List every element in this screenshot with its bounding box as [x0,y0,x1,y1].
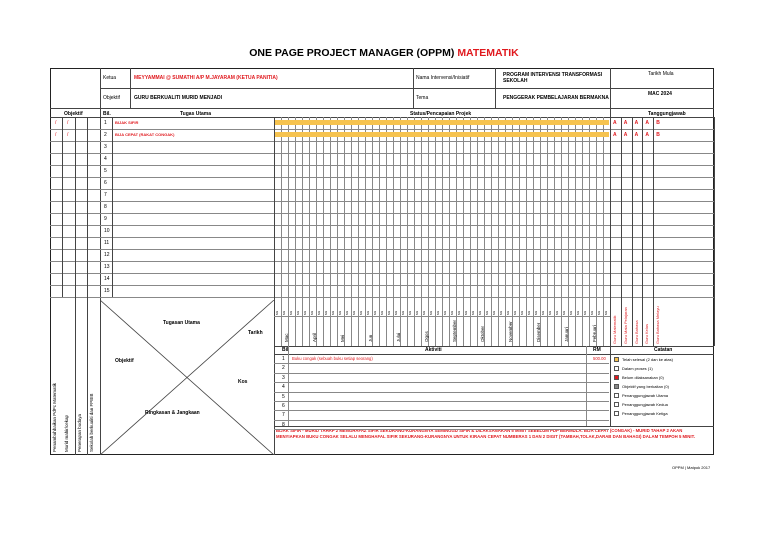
task-number: 13 [104,264,110,270]
week-label: M3 [303,310,307,315]
task-progress-bar [275,120,609,125]
week-label: M3 [471,310,475,315]
week-row-line [274,316,610,317]
week-label: M3 [324,310,328,315]
task-number: 6 [104,180,107,186]
task-number: 14 [104,276,110,282]
month-label: April [312,332,317,342]
month-label: September [452,319,457,342]
aktiviti-number: 7 [282,412,285,419]
col-objektif: Objektif [64,111,83,117]
responsible-label: Guru Bahasa [633,320,639,344]
footer-text: OPPM | Matpok 2017 [672,465,711,470]
responsible-mark: A [613,132,617,138]
responsible-mark: A [623,132,628,138]
month-label: Ogos [424,331,429,342]
month-label: Julai [396,332,401,342]
task-number: 15 [104,288,110,294]
aktiviti-number: 1 [282,356,285,362]
row-line [50,249,714,250]
row-line [50,153,714,154]
month-label: Disember [536,322,541,342]
side-label: Penambahbaikan PdPc Matematik [52,382,57,452]
intervensi-label: Nama Intervensi/Inisiatif [416,75,470,81]
aktiviti-rm: 500.00 [593,356,606,361]
legend-label: Penanggungjawab Kedua [622,402,668,407]
month-label: Mei [340,334,345,342]
week-label: M3 [387,310,391,315]
objektif-mark: / [55,120,57,126]
side-label: Sekolah berkualiti dan FPBIB [89,393,95,452]
aktiviti-number: 3 [282,374,285,381]
aktiviti-catatan-label: Catatan [654,347,673,353]
row-line [50,189,714,190]
week-label: M3 [562,310,566,315]
aktiviti-row-line [274,373,609,374]
task-number: 11 [104,240,110,246]
aktiviti-row-line [274,392,609,393]
col-line [274,117,275,455]
diamond-tarikh: Tarikh [248,330,263,336]
col-line [75,117,76,455]
task-number: 8 [104,204,107,210]
task-progress-bar [275,132,609,137]
legend-swatch [614,384,619,389]
objektif-value: GURU BERKUALITI MURID MENJADI [134,95,223,101]
side-label: Murid mahir/cekap [64,414,70,452]
legend-label: Penanggungjawab Ketiga [622,411,668,416]
ketua-label: Ketua [103,75,117,81]
responsible-mark: A [645,120,650,126]
row-line [50,165,714,166]
task-number: 3 [104,144,107,150]
legend-label: Objektif yang berkaitan (0) [622,384,669,389]
week-label: M3 [548,310,552,315]
col-status: Status/Pencapaian Projek [410,111,472,117]
row-line [50,201,714,202]
responsible-label: Guru Kelas [644,323,650,344]
task-number: 4 [104,156,107,162]
responsible-label: Guru Mata Pelajaran [622,307,628,344]
week-label: M3 [513,310,517,315]
aktiviti-number: 8 [282,421,285,428]
resp-line [714,117,715,346]
row-line [50,297,714,298]
aktiviti-row-line [274,382,609,383]
legend-swatch [614,411,619,416]
week-label: M3 [429,310,433,315]
responsible-mark: A [613,120,617,126]
week-label: M3 [590,310,594,315]
objektif-mark: / [55,132,57,138]
legend-swatch [614,393,619,398]
resp-line [632,117,633,346]
week-label: M3 [408,310,412,315]
week-label: M3 [394,310,398,315]
week-label: M3 [422,310,426,315]
intervensi-value: PROGRAM INTERVENSI TRANSFORMASI SEKOLAH [503,72,603,84]
row-line [50,213,714,214]
aktiviti-number: 6 [282,403,285,409]
resp-line [621,117,622,346]
legend-swatch [614,402,619,407]
week-label: M3 [436,310,440,315]
side-label: Penerapan budaya [76,413,82,452]
col-line [62,117,63,297]
resp-line [642,117,643,346]
diamond-ringkasan: Ringkasan & Jangkaan [145,410,200,416]
responsible-mark: B [656,120,660,126]
week-label: M3 [317,310,321,315]
task-name: BIJAK SIFIR [115,120,139,125]
week-label: M3 [534,310,538,315]
aktiviti-number: 5 [282,393,285,400]
week-label: M3 [583,310,587,315]
col-tugas-utama: Tugas Utama [180,111,212,117]
week-label: M3 [485,310,489,315]
month-label: November [508,321,513,342]
week-label: M3 [506,310,510,315]
week-label: M3 [541,310,545,315]
legend-swatch [614,366,619,371]
summary-text: BIJAK SIFIR - MURID TAHAP 2 MENGHAFAZ SIFIR SEKURANG-KURANGNYA SEMINGGU SIFIR & DILAKSANAKAN 5 MINIT SEBELUM PDP BERMULA. BIJA CEPAT (CONGAK) - MURID TAHAP 2 AKAN MENYIAPKAN BUKU CONGAK SELALU MENGHAFAL SIFIR SEKURANG-KURANGNYA UNTUK KIRAAN CEPAT NUMBERAS 1 DAN 2 DIGIT (TAMBAH,TOLAK,DARAB DAN BAHAGI) DALAM TEMPOH 5 MINIT. [276,428,695,439]
month-label: Januari [564,327,569,342]
aktiviti-bil-label: Bil [282,347,289,353]
week-label: M3 [345,310,349,315]
tema-label: Tema [416,95,429,101]
legend-swatch [614,357,619,362]
objektif-mark: / [67,120,69,126]
tema-value: PENGGERAK PEMBELAJARAN BERMAKNA [503,95,609,101]
row-line [50,129,714,130]
task-number: 10 [104,228,110,234]
month-label: Jun [368,334,373,342]
legend-label: Belum dilaksanakan (0) [622,375,664,380]
aktiviti-row-line [274,429,609,430]
tarikh-mula-value: MAC 2024 [648,91,672,97]
week-label: M3 [275,310,279,315]
week-label: M3 [338,310,342,315]
aktiviti-col-line [610,346,611,426]
aktiviti-col-line [586,346,587,426]
title-highlight: MATEMATIK [457,47,519,59]
legend-swatch [614,375,619,380]
objektif-label: Objektif [103,95,120,101]
task-number: 7 [104,192,107,198]
row-line [50,225,714,226]
col-tanggungjawab: Tanggungjawab [648,111,686,117]
week-label: M3 [569,310,573,315]
week-label: M3 [331,310,335,315]
aktiviti-rm-label: RM [593,347,601,353]
week-label: M3 [443,310,447,315]
week-label: M3 [527,310,531,315]
legend-label: Telah selesai (2 dan ke atas) [622,357,673,362]
aktiviti-col-line [288,346,289,426]
week-label: M3 [401,310,405,315]
row-line [50,141,714,142]
row-line [50,237,714,238]
month-label: Februari [592,325,597,342]
aktiviti-row-line [274,401,609,402]
week-label: M3 [499,310,503,315]
col-line [112,117,113,297]
week-label: M3 [555,310,559,315]
task-number: 5 [104,168,107,174]
week-label: M3 [597,310,601,315]
month-label: Mac [284,333,289,342]
responsible-mark: A [634,132,639,138]
objektif-mark: / [67,132,69,138]
legend-label: Dalam proses (1) [622,366,653,371]
row-line [50,285,714,286]
diamond-objektif: Objektif [115,358,134,364]
aktiviti-label: Aktiviti [425,347,442,353]
aktiviti-name: Buku congak (sebuah buku setiap seorang) [292,356,373,361]
week-label: M3 [457,310,461,315]
responsible-mark: B [656,132,660,138]
task-number: 9 [104,216,107,222]
week-label: M3 [282,310,286,315]
row-line [50,273,714,274]
task-number: 2 [104,132,107,138]
week-label: M3 [520,310,524,315]
resp-line [610,117,611,346]
week-label: M3 [359,310,363,315]
aktiviti-row-line [274,410,609,411]
page-title [0,47,768,59]
task-name: BIJA CEPAT (RAKAT CONGAK) [115,132,175,137]
row-line [50,261,714,262]
summary-line [274,426,714,427]
task-number: 1 [104,120,107,126]
task-number: 12 [104,252,110,258]
week-label: M3 [366,310,370,315]
week-label: M3 [352,310,356,315]
diamond-tugasan-utama: Tugasan Utama [163,320,200,326]
month-label: Oktober [480,325,485,342]
week-label: M3 [478,310,482,315]
week-label: M3 [450,310,454,315]
aktiviti-row-line [274,420,609,421]
week-label: M3 [289,310,293,315]
aktiviti-row-line [274,363,609,364]
week-label: M3 [296,310,300,315]
week-label: M3 [492,310,496,315]
week-label: M3 [464,310,468,315]
responsible-mark: A [634,120,639,126]
week-label: M3 [373,310,377,315]
responsible-mark: A [645,132,650,138]
week-label: M3 [604,310,608,315]
week-label: M3 [380,310,384,315]
col-line [87,117,88,455]
aktiviti-number: 4 [282,384,285,391]
week-label: M3 [415,310,419,315]
week-label: M3 [576,310,580,315]
aktiviti-number: 2 [282,365,285,372]
diamond-kos: Kos [238,379,248,385]
title-main: ONE PAGE PROJECT MANAGER (OPPM) [249,47,455,59]
responsible-label: Guru Bahasa Melayu [655,306,661,344]
responsible-label: Guru Matematik [612,315,617,344]
col-bil: Bil. [103,111,111,117]
legend-label: Penanggungjawab Utama [622,393,669,398]
responsible-mark: A [623,120,628,126]
tarikh-mula-label: Tarikh Mula [648,71,674,77]
row-line [50,177,714,178]
ketua-value: MEYYAMMAI @ SUMATHI A/P M.JAYARAM (KETUA PANITIA) [134,75,278,81]
week-label: M3 [310,310,314,315]
